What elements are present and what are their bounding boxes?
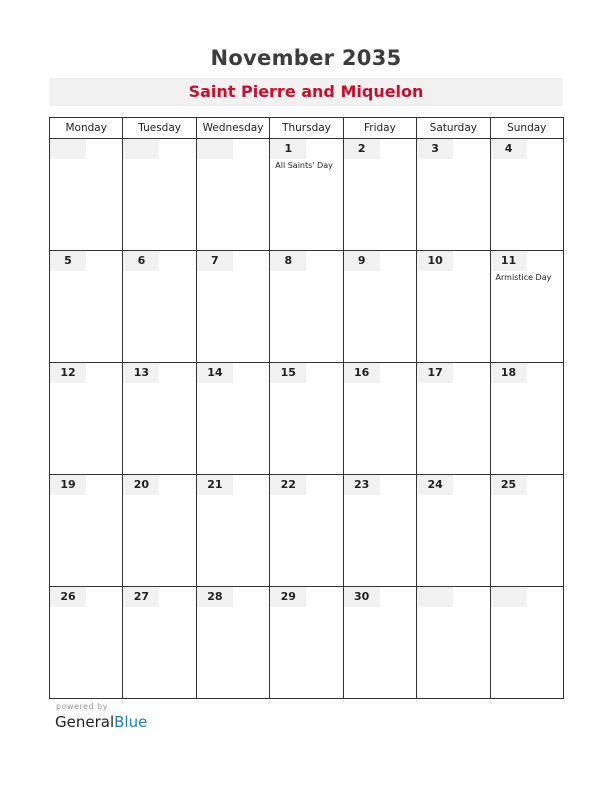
calendar-grid	[49, 117, 564, 699]
day-cell	[417, 363, 490, 475]
day-number: 11	[491, 251, 527, 271]
weekday-thursday: Thursday	[270, 118, 343, 139]
weekday-friday: Friday	[343, 118, 416, 139]
week-row	[50, 139, 564, 251]
day-number: 5	[50, 251, 86, 271]
day-number: 26	[50, 587, 86, 607]
day-cell	[490, 251, 563, 363]
weekday-monday: Monday	[50, 118, 123, 139]
holiday-label: All Saints' Day	[275, 161, 333, 170]
day-number	[50, 139, 86, 159]
week-row	[50, 251, 564, 363]
day-number: 30	[344, 587, 380, 607]
region-name: Saint Pierre and Miquelon	[49, 78, 563, 106]
day-number	[417, 587, 453, 607]
day-cell	[50, 475, 123, 587]
calendar-title: November 2035	[210, 46, 402, 70]
day-cell	[270, 251, 343, 363]
weekday-tuesday: Tuesday	[123, 118, 196, 139]
day-cell	[123, 475, 196, 587]
day-cell	[417, 475, 490, 587]
generalblue-logo[interactable]	[55, 713, 147, 731]
day-cell	[123, 587, 196, 699]
day-number: 2	[344, 139, 380, 159]
day-cell	[270, 363, 343, 475]
day-cell	[196, 363, 269, 475]
day-cell	[343, 139, 416, 251]
day-cell	[123, 139, 196, 251]
day-cell	[123, 251, 196, 363]
day-number: 20	[123, 475, 159, 495]
weekday-sunday: Sunday	[490, 118, 563, 139]
day-cell	[270, 139, 343, 251]
day-number: 17	[417, 363, 453, 383]
day-number: 18	[491, 363, 527, 383]
day-cell	[417, 251, 490, 363]
week-row	[50, 587, 564, 699]
day-number: 22	[270, 475, 306, 495]
day-number: 10	[417, 251, 453, 271]
day-cell	[343, 251, 416, 363]
day-number: 12	[50, 363, 86, 383]
day-number: 14	[197, 363, 233, 383]
day-cell	[196, 139, 269, 251]
brand-general: General	[55, 713, 115, 731]
day-number: 13	[123, 363, 159, 383]
day-number: 27	[123, 587, 159, 607]
day-cell	[270, 475, 343, 587]
day-cell	[270, 587, 343, 699]
day-number: 4	[491, 139, 527, 159]
day-number	[123, 139, 159, 159]
day-cell	[50, 587, 123, 699]
day-number: 1	[270, 139, 306, 159]
day-number: 3	[417, 139, 453, 159]
week-row	[50, 475, 564, 587]
day-cell	[490, 475, 563, 587]
day-number: 23	[344, 475, 380, 495]
day-number: 21	[197, 475, 233, 495]
day-number	[491, 587, 527, 607]
day-cell	[417, 587, 490, 699]
day-cell	[490, 587, 563, 699]
calendar-body	[50, 139, 564, 699]
day-number: 9	[344, 251, 380, 271]
powered-by-text: powered by	[56, 702, 108, 711]
day-cell	[343, 363, 416, 475]
day-cell	[343, 587, 416, 699]
day-number: 8	[270, 251, 306, 271]
day-cell	[196, 475, 269, 587]
day-number: 28	[197, 587, 233, 607]
day-cell	[50, 139, 123, 251]
day-number: 25	[491, 475, 527, 495]
day-number: 24	[417, 475, 453, 495]
day-cell	[50, 251, 123, 363]
day-cell	[490, 363, 563, 475]
weekday-wednesday: Wednesday	[196, 118, 269, 139]
day-number	[197, 139, 233, 159]
day-cell	[417, 139, 490, 251]
day-number: 29	[270, 587, 306, 607]
day-cell	[196, 587, 269, 699]
day-number: 15	[270, 363, 306, 383]
day-cell	[50, 363, 123, 475]
brand-blue: Blue	[114, 713, 148, 731]
week-row	[50, 363, 564, 475]
day-number: 16	[344, 363, 380, 383]
day-cell	[343, 475, 416, 587]
day-number: 6	[123, 251, 159, 271]
weekday-header-row	[50, 118, 564, 139]
day-number: 7	[197, 251, 233, 271]
day-number: 19	[50, 475, 86, 495]
day-cell	[490, 139, 563, 251]
holiday-label: Armistice Day	[495, 273, 552, 282]
day-cell	[196, 251, 269, 363]
day-cell	[123, 363, 196, 475]
weekday-saturday: Saturday	[417, 118, 490, 139]
